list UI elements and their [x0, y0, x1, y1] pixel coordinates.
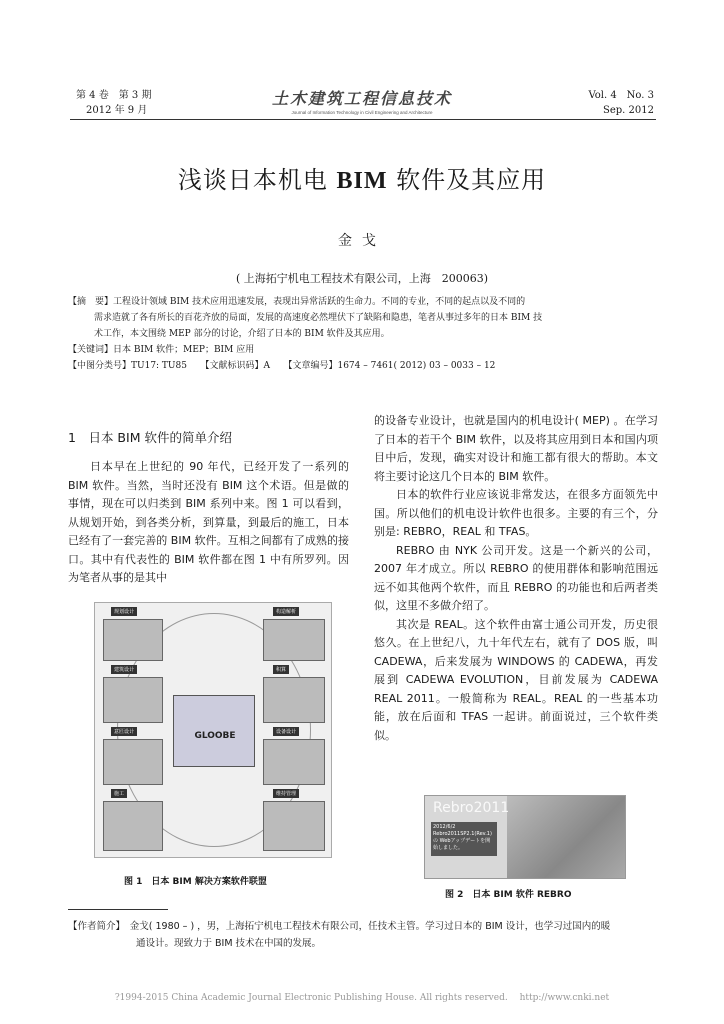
journal-name-cn: 土木建筑工程信息技术	[271, 89, 452, 108]
abstract-line: 【摘 要】工程设计领域 BIM 技术应用迅速发展，表现出异常活跃的生命力。不同的专业，不同的起点以及不同的	[68, 297, 526, 307]
rebro-note: 2012/6/2 Rebro2011SP2.1(Rev.1)の Webアップデートを開始しました。	[431, 822, 497, 856]
building-render	[507, 796, 625, 878]
affiliation: ( 上海拓宁机电工程技术有限公司，上海 200063)	[235, 272, 489, 285]
header-divider	[70, 119, 656, 120]
paragraph: 日本早在上世纪的 90 年代，已经开发了一系列的 BIM 软件。当然，当时还没有 BIM 这个术语。但是做的事情，现在可以归类到 BIM 系列中来。图 1 可以看到，从规划开始，到各类分析，到算量，到最后的施工，日本已经有了一套完善的 BIM 软件。互相之间都有了成熟的接口。其中有代表性的 BIM 软件都在图 1 中有所罗列。因为笔者从事的是其中	[68, 460, 349, 584]
figure-1-screenshot	[263, 677, 325, 723]
paragraph: 日本的软件行业应该说非常发达，在很多方面领先中国。所以他们的机电设计软件也很多。主要的有三个，分别是: REBRO，REAL 和 TFAS。	[374, 488, 658, 538]
author-bio-line: 【作者简介】 金戈( 1980 – ) ，男，上海拓宁机电工程技术有限公司，任技术主管。学习过日本的 BIM 设计，也学习过国内的暖	[68, 921, 611, 932]
figure-1-screenshot	[263, 619, 325, 661]
paragraph: 的设备专业设计，也就是国内的机电设计( MEP) 。在学习了日本的若干个 BIM 软件，以及将其应用到日本和国内项目中后，发现，确实对设计和施工都有很大的帮助。本文将主要讨论这几个日本的 BIM 软件。	[374, 414, 658, 483]
figure-1-image	[94, 602, 332, 858]
footnote-divider	[68, 909, 168, 910]
paragraph: 其次是 REAL。这个软件由富士通公司开发，历史很悠久。在上世纪八，九十年代左右，就有了 DOS 版，叫 CADEWA，后来发展为 WINDOWS 的 CADEWA，再发展到 CADEWA EVOLUTION，目前发展为 CADEWA REAL 2011。一般简称为 REAL。REAL 的一些基本功能，放在后面和 TFAS 一起讲。前面说过，三个软件类似。	[374, 617, 658, 742]
abstract-block	[68, 294, 658, 374]
figure-1-caption: 图 1 日本 BIM 解决方案软件联盟	[124, 877, 267, 887]
article-title: 浅谈日本机电 BIM 软件及其应用	[177, 166, 547, 194]
gloobe-logo: GLOOBE	[194, 731, 236, 741]
abstract-line: 术工作，本文围绕 MEP 部分的讨论，介绍了日本的 BIM 软件及其应用。	[94, 329, 390, 339]
figure-2-caption: 图 2 日本 BIM 软件 REBRO	[445, 890, 572, 900]
date-en: Sep. 2012	[603, 105, 654, 116]
classification: 【中图分类号】TU17: TU85 【文献标识码】A 【文章编号】1674 – 7461( 2012) 03 – 0033 – 12	[68, 361, 496, 371]
date-cn: 2012 年 9 月	[86, 105, 148, 116]
figure-2-image	[424, 795, 626, 879]
figure-1-label: 积算	[273, 665, 289, 674]
rebro-title: Rebro2011	[433, 800, 510, 816]
volume-issue-en: Vol. 4 No. 3	[588, 90, 654, 101]
figure-1-label: 施工	[111, 789, 127, 798]
figure-1-screenshot	[103, 619, 163, 661]
author-bio	[68, 918, 658, 952]
figure-1-screenshot	[103, 677, 163, 723]
volume-issue-cn: 第 4 卷 第 3 期	[76, 90, 152, 101]
figure-1-label: 规划设计	[111, 607, 137, 616]
section-heading: 1 日本 BIM 软件的简单介绍	[68, 430, 232, 445]
figure-1-label: 建筑设计	[111, 665, 137, 674]
journal-name-en: Journal of Information Technology in Civil Engineering and Architecture	[291, 110, 433, 115]
figure-1-label: 意匠设计	[111, 727, 137, 736]
paragraph: REBRO 由 NYK 公司开发。这是一个新兴的公司，2007 年才成立。所以 REBRO 的使用群体和影响范围远远不如其他两个软件，而且 REBRO 的功能也和后两者类似，这里不多做介绍了。	[374, 543, 658, 612]
figure-1-screenshot	[103, 739, 163, 785]
author-bio-line: 通设计。现致力于 BIM 技术在中国的发展。	[136, 938, 322, 949]
copyright-notice: ?1994-2015 China Academic Journal Electronic Publishing House. All rights reserved. http://www.cnki.net	[114, 993, 610, 1003]
figure-1-screenshot	[103, 801, 163, 851]
author-name: 金戈	[338, 233, 386, 249]
left-column	[68, 458, 349, 588]
abstract-line: 需求造就了各有所长的百花齐放的局面，发展的高速度必然埋伏下了缺陷和隐患，笔者从事过多年的日本 BIM 技	[94, 313, 543, 323]
figure-1-label: 设备设计	[273, 727, 299, 736]
figure-1-screenshot	[263, 739, 325, 785]
right-column	[374, 412, 658, 745]
figure-1-label: 维持管理	[273, 789, 299, 798]
keywords: 【关键词】日本 BIM 软件；MEP；BIM 应用	[68, 345, 255, 355]
header-right	[588, 88, 654, 118]
figure-1-label: 构造解析	[273, 607, 299, 616]
figure-1-screenshot	[263, 801, 325, 851]
